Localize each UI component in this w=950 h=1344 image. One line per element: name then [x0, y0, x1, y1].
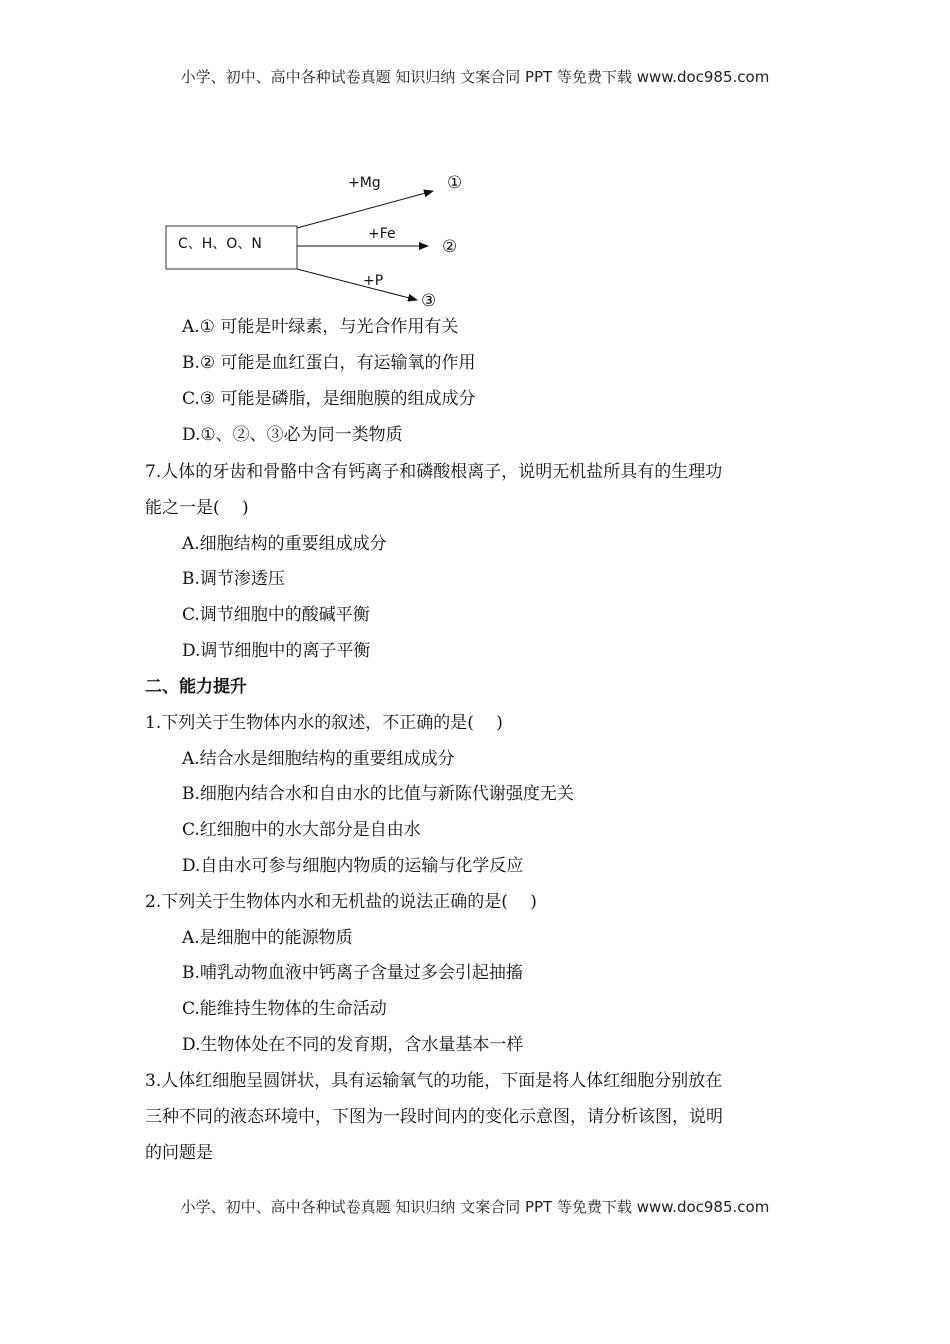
arrow-mg-label: +Mg — [348, 175, 381, 191]
q7-stem-line1: 7.人体的牙齿和骨骼中含有钙离子和磷酸根离子，说明无机盐所具有的生理功 — [145, 462, 723, 482]
p2-stem: 2.下列关于生物体内水和无机盐的说法正确的是( ) — [145, 892, 537, 912]
p1-option-d: D.自由水可参与细胞内物质的运输与化学反应 — [182, 856, 524, 876]
q6-option-a: A.① 可能是叶绿素，与光合作用有关 — [182, 317, 459, 337]
p3-stem-line3: 的问题是 — [145, 1143, 213, 1163]
p1-stem: 1.下列关于生物体内水的叙述，不正确的是( ) — [145, 713, 503, 733]
p2-option-d: D.生物体处在不同的发育期，含水量基本一样 — [182, 1035, 524, 1055]
p2-option-b: B.哺乳动物血液中钙离子含量过多会引起抽搐 — [182, 963, 523, 983]
arrow-fe-label: +Fe — [368, 226, 396, 242]
p3-stem-line2: 三种不同的液态环境中，下图为一段时间内的变化示意图，请分析该图，说明 — [145, 1107, 723, 1127]
element-box-label: C、H、O、N — [178, 236, 262, 252]
q6-option-b: B.② 可能是血红蛋白，有运输氧的作用 — [182, 353, 476, 373]
element-diagram — [150, 160, 490, 320]
p1-option-c: C.红细胞中的水大部分是自由水 — [182, 820, 421, 840]
q6-option-c: C.③ 可能是磷脂，是细胞膜的组成成分 — [182, 389, 476, 409]
p2-option-c: C.能维持生物体的生命活动 — [182, 999, 387, 1019]
p3-stem-line1: 3.人体红细胞呈圆饼状，具有运输氧气的功能，下面是将人体红细胞分别放在 — [145, 1071, 723, 1091]
arrow-mg — [297, 191, 433, 228]
page-header: 小学、初中、高中各种试卷真题 知识归纳 文案合同 PPT 等免费下载 www.doc985.com — [180, 68, 770, 86]
q7-option-a: A.细胞结构的重要组成成分 — [182, 534, 387, 554]
q7-option-b: B.调节渗透压 — [182, 569, 285, 589]
product-1-marker: ① — [447, 173, 463, 193]
section-title: 二、能力提升 — [145, 677, 247, 697]
product-2-marker: ② — [442, 237, 458, 257]
q7-option-d: D.调节细胞中的离子平衡 — [182, 641, 371, 661]
arrow-p-label: +P — [363, 273, 384, 289]
q7-option-c: C.调节细胞中的酸碱平衡 — [182, 605, 370, 625]
p1-option-b: B.细胞内结合水和自由水的比值与新陈代谢强度无关 — [182, 784, 574, 804]
arrow-p — [297, 269, 417, 300]
q6-option-d: D.①、②、③必为同一类物质 — [182, 425, 403, 445]
p2-option-a: A.是细胞中的能源物质 — [182, 928, 353, 948]
product-3-marker: ③ — [421, 291, 437, 311]
q7-stem-line2: 能之一是( ) — [145, 498, 249, 518]
p1-option-a: A.结合水是细胞结构的重要组成成分 — [182, 749, 455, 769]
page-footer: 小学、初中、高中各种试卷真题 知识归纳 文案合同 PPT 等免费下载 www.doc985.com — [180, 1198, 770, 1216]
